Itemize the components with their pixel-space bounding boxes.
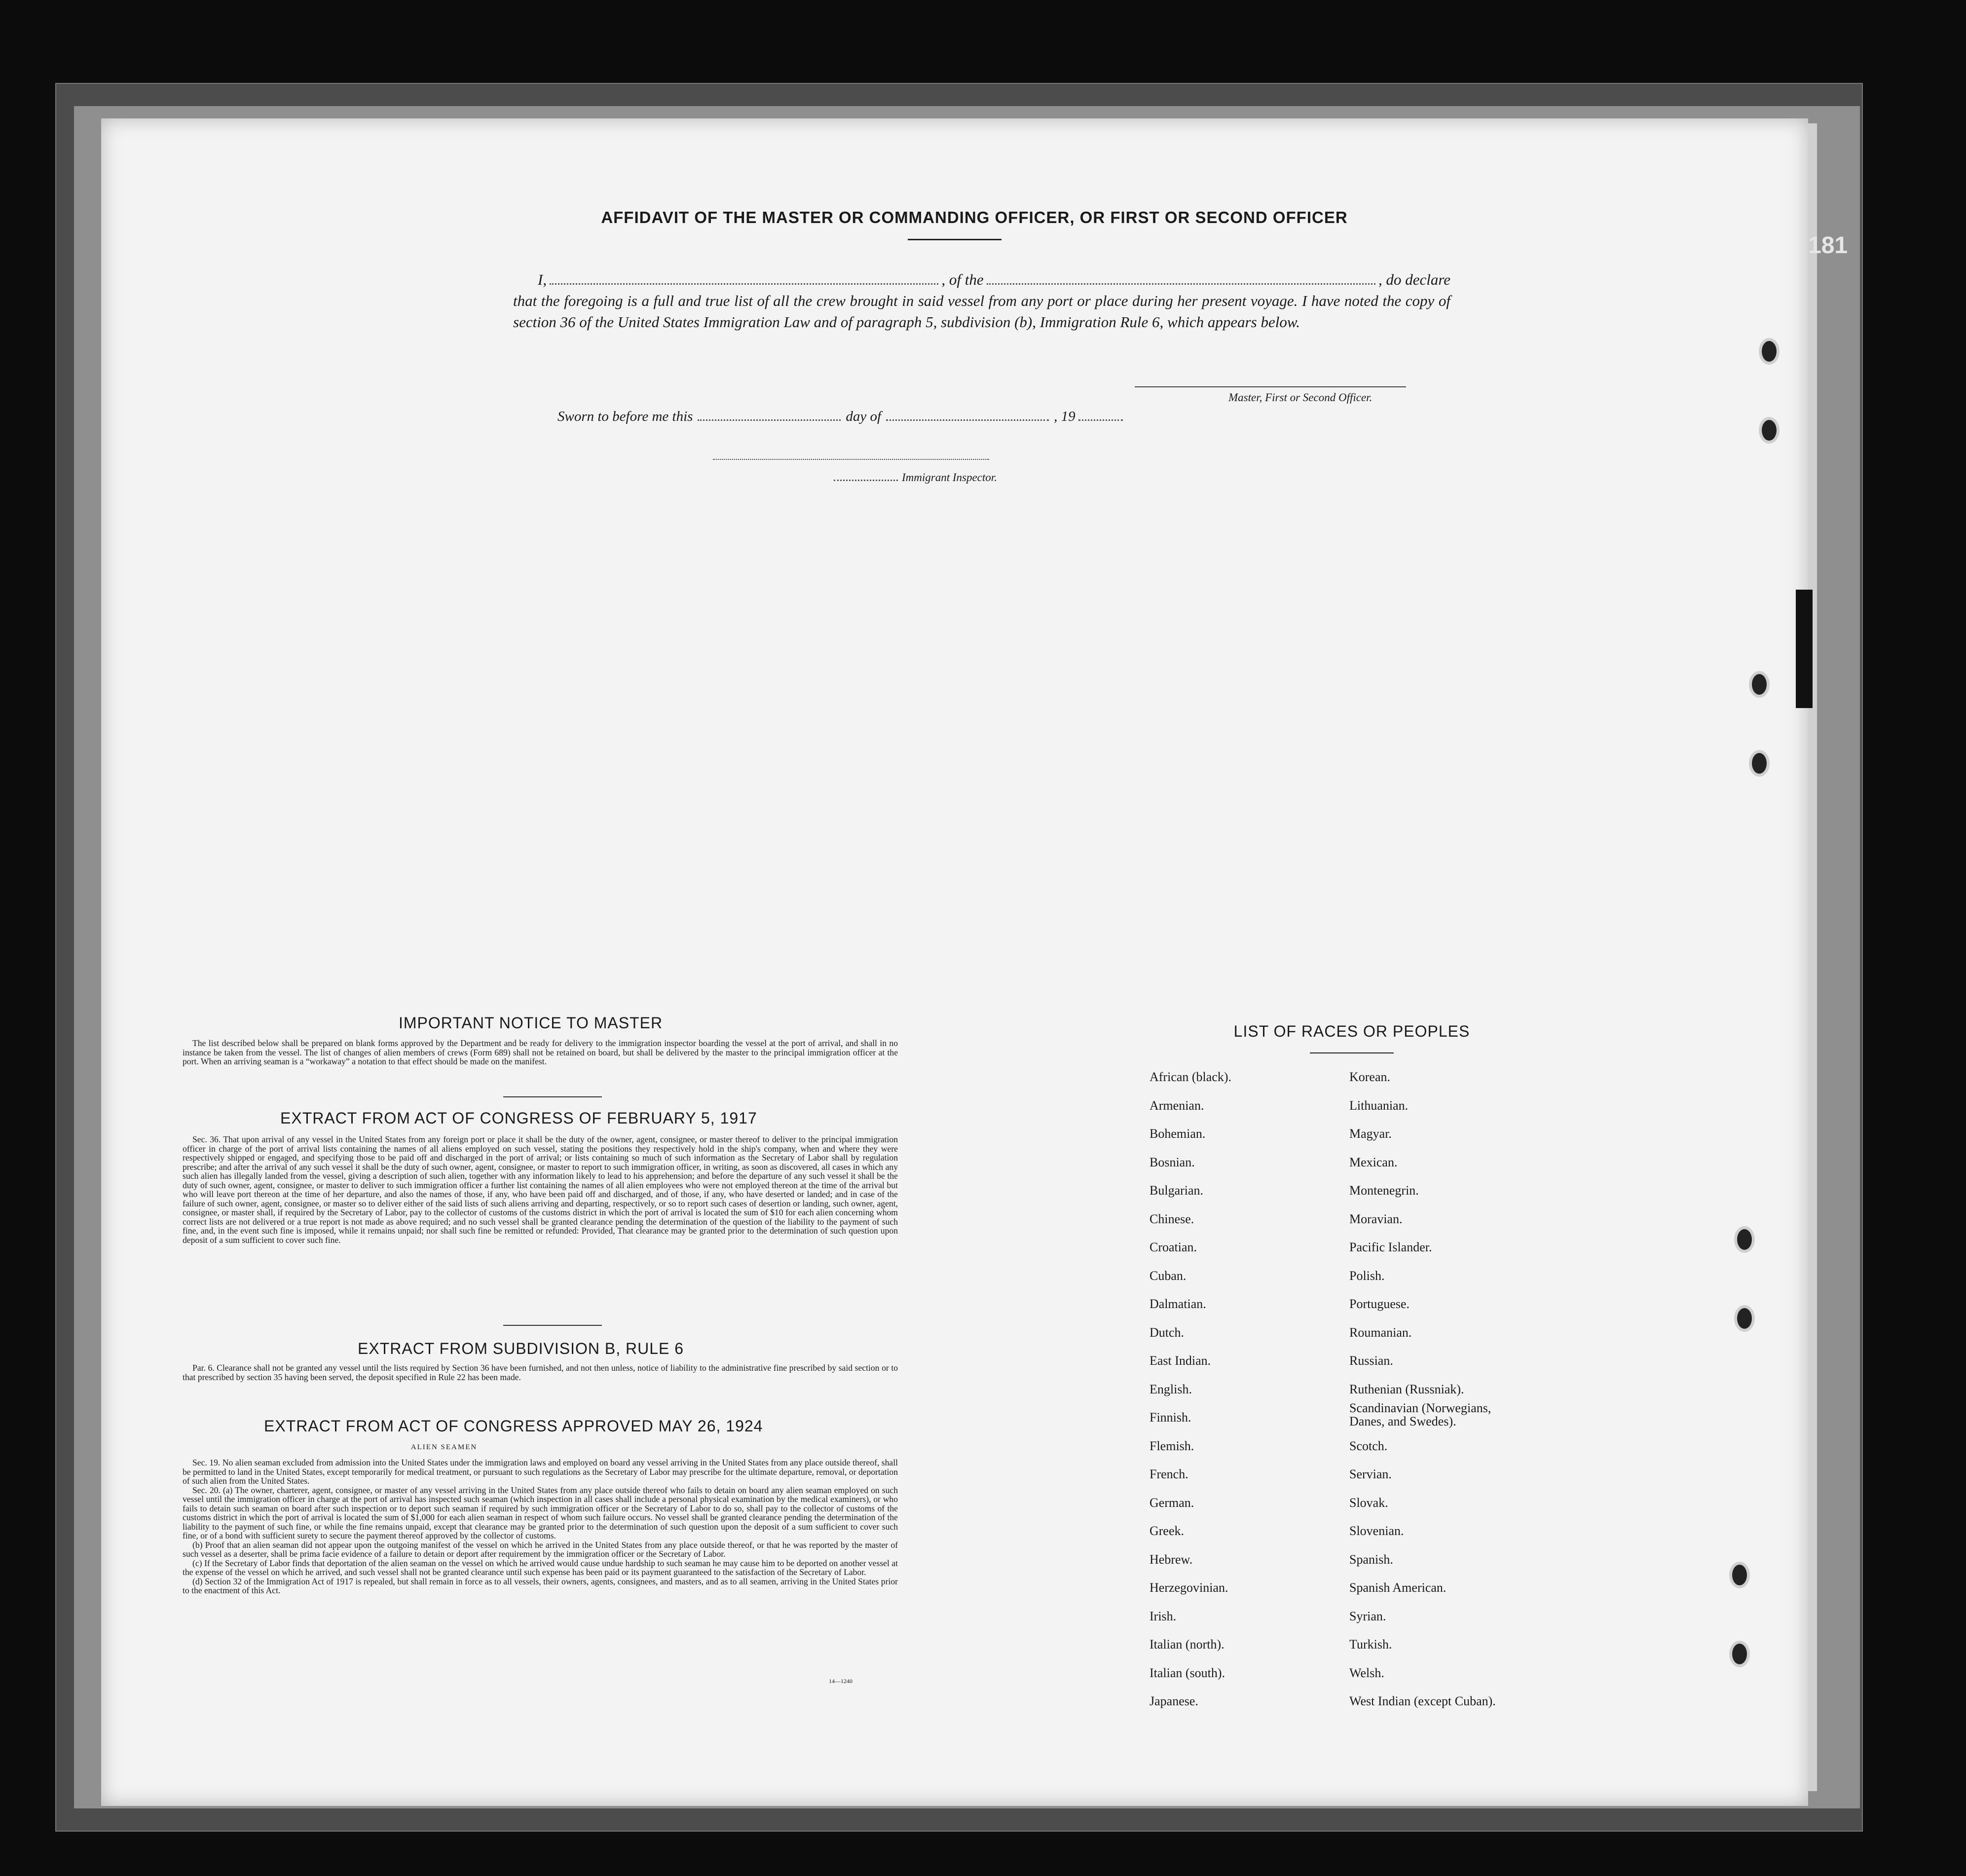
race-item: Finnish. xyxy=(1150,1410,1191,1425)
race-item: East Indian. xyxy=(1150,1353,1211,1368)
race-item: Welsh. xyxy=(1349,1665,1384,1680)
extract-rule6-title: EXTRACT FROM SUBDIVISION B, RULE 6 xyxy=(358,1340,684,1357)
race-item: Dutch. xyxy=(1150,1325,1185,1340)
race-item: Slovak. xyxy=(1349,1495,1388,1510)
signature-line[interactable] xyxy=(1135,386,1406,387)
race-item: German. xyxy=(1150,1495,1194,1510)
race-item: Scotch. xyxy=(1349,1438,1388,1453)
punch-hole xyxy=(1749,750,1770,777)
race-item: Hebrew. xyxy=(1150,1552,1193,1567)
race-item: Japanese. xyxy=(1150,1694,1198,1708)
race-item: Polish. xyxy=(1349,1268,1385,1283)
punch-hole xyxy=(1759,417,1780,444)
affidavit-title: AFFIDAVIT OF THE MASTER OR COMMANDING OFFICER, OR FIRST OR SECOND OFFICER xyxy=(601,208,1348,226)
extract-1917-title: EXTRACT FROM ACT OF CONGRESS OF FEBRUARY 5, 1917 xyxy=(280,1109,757,1127)
punch-hole xyxy=(1729,1562,1750,1588)
extract-1924-text xyxy=(183,1458,898,1595)
sworn-month-field[interactable] xyxy=(886,419,1049,421)
signature-label: Master, First or Second Officer. xyxy=(1228,391,1372,404)
race-item: Magyar. xyxy=(1349,1126,1392,1141)
sworn-day-field[interactable] xyxy=(698,419,841,421)
notice-text xyxy=(183,1039,898,1066)
sec-20d-paragraph: (d) Section 32 of the Immigration Act of 1917 is repealed, but shall remain in force as to all vessels, their owners, agents, consignees, and masters, and as to all seamen, arriving in the United States prior to the enactment of this Act. xyxy=(183,1576,898,1595)
extract-rule6-text xyxy=(183,1363,898,1382)
race-item: Bohemian. xyxy=(1150,1126,1206,1141)
race-item: Flemish. xyxy=(1150,1438,1194,1453)
race-item: Slovenian. xyxy=(1349,1524,1404,1538)
race-item: Servian. xyxy=(1349,1467,1392,1481)
race-item: Lithuanian. xyxy=(1349,1098,1409,1113)
punch-hole xyxy=(1759,338,1780,365)
notice-paragraph: The list described below shall be prepared on blank forms approved by the Department and be ready for delivery to the immigration inspector boarding the vessel at the port of arrival, and shall in no instance be taken from the vessel. The list of changes of alien members of crews (Form 689) shall not be retained on board, but shall be delivered by the master to the principal immigration officer at the port. When an arriving seaman is a “workaway” a notation to that effect should be made on the manifest. xyxy=(183,1038,898,1066)
punch-hole xyxy=(1729,1641,1750,1667)
page-number: 181 xyxy=(1808,232,1848,259)
punch-hole xyxy=(1749,671,1770,698)
race-item: Montenegrin. xyxy=(1349,1183,1419,1198)
inspector-field[interactable] xyxy=(834,480,898,481)
race-item: Moravian. xyxy=(1349,1211,1403,1226)
sworn-line xyxy=(557,409,1123,425)
declaration-line xyxy=(513,269,1450,290)
race-item: Bulgarian. xyxy=(1150,1183,1204,1198)
race-item: Croatian. xyxy=(1150,1240,1197,1254)
par-6-paragraph: Par. 6. Clearance shall not be granted any vessel until the lists required by Section 36 have been furnished, and not then unless, notice of liability to the administrative fine prescribed by said section or to that prescribed by section 35 having been served, the deposit specified in Rule 22 has been made. xyxy=(183,1363,898,1382)
race-item: French. xyxy=(1150,1467,1188,1481)
declaration-text: that the foregoing is a full and true list of all the crew brought in said vessel from any port or place during her present voyage. I have noted the copy of section 36 of the United States Immigration Law and of paragraph 5, subdivision (b), Immigration Rule 6, which appears below. xyxy=(513,292,1450,331)
section-36-paragraph: Sec. 36. That upon arrival of any vessel in the United States from any foreign port or place it shall be the duty of the owner, agent, consignee, or master thereof to deliver to the principal immigration officer in charge of the port of arrival lists containing the names of all aliens employed on such vessel, stating the positions they respectively hold in the ship's company, when and where they were respectively shipped or engaged, and specifying those to be paid off and discharged in the port of arrival; or lists containing so much of such information as the Secretary of Labor shall by regulation prescribe; and after the arrival of any such vessel it shall be the duty of such owner, agent, consignee, or master to report to such immigration officer, in writing, as soon as discovered, all cases in which any such alien has illegally landed from the vessel, giving a description of such alien, together with any information likely to lead to his apprehension; and before the departure of any such vessel it shall be the duty of such owner, agent, consignee, or master to deliver to such immigration officer a further list containing the names of all alien employees who were not employed thereon at the time of the arrival but who will leave port thereon at the time of her departure, and also the names of those, if any, who have been paid off and discharged, and of those, if any, who have deserted or landed; and in case of the failure of such owner, agent, consignee, or master so to deliver either of the said lists of such aliens arriving and departing, respectively, or so to report such cases of desertion or landing, such owner, agent, consignee, or master shall, if required by the Secretary of Labor, pay to the collector of customs of the customs district in which the port of arrival is located the sum of $10 for each alien concerning whom correct lists are not delivered or a true report is not made as above required; and no such vessel shall be granted clearance pending the determination of the question of the liability to the payment of such fine, and, in the event such fine is imposed, while it remains unpaid; nor shall such fine be remitted or refunded: Provided, That clearance may be granted prior to the determination of such question upon deposit of a sum sufficient to cover such fine. xyxy=(183,1134,898,1245)
race-item: Spanish. xyxy=(1349,1552,1393,1567)
sec-19-paragraph: Sec. 19. No alien seaman excluded from admission into the United States under the immigration laws and employed on board any vessel arriving in the United States from any place outside thereof, shall be permitted to land in the United States, except temporarily for medical treatment, or pursuant to such regulations as the Secretary of Labor may prescribe for the ultimate departure, removal, or deportation of such alien from the United States. xyxy=(183,1458,898,1486)
race-item: Mexican. xyxy=(1349,1155,1398,1169)
race-item: Greek. xyxy=(1150,1524,1185,1538)
race-item: Irish. xyxy=(1150,1609,1177,1623)
race-item: Armenian. xyxy=(1150,1098,1204,1113)
notice-title: IMPORTANT NOTICE TO MASTER xyxy=(399,1014,663,1032)
sworn-label: Sworn to before me this xyxy=(557,409,693,424)
race-item: Ruthenian (Russniak). xyxy=(1349,1382,1464,1396)
punch-hole xyxy=(1734,1226,1755,1253)
declaration-of-the: , of the xyxy=(941,271,984,288)
race-item: Bosnian. xyxy=(1150,1155,1195,1169)
divider xyxy=(1310,1052,1394,1053)
race-item: Chinese. xyxy=(1150,1211,1194,1226)
race-item: African (black). xyxy=(1150,1070,1232,1084)
inspector-signature-line[interactable] xyxy=(713,459,989,460)
race-item: Roumanian. xyxy=(1349,1325,1412,1340)
race-item: Italian (south). xyxy=(1150,1665,1225,1680)
sec-20-paragraph: Sec. 20. (a) The owner, charterer, agent, consignee, or master of any vessel arriving in the United States from any place outside thereof who fails to detain on board any alien seaman employed on such vessel until the immigration officer in charge at the port of arrival has inspected such seaman (which inspection in all cases shall include a personal physical examination by the medical examiners), or who fails to detain such seaman on board after such inspection or to deport such seaman if required by such immigration officer or the Secretary of Labor to do so, shall pay to the collector of customs of the customs district in which the port of arrival is located the sum of $1,000 for each alien seaman in respect of whom such failure occurs. No vessel shall be granted clearance pending the determination of the liability to the payment of such fine, or while the fine remains unpaid, except that clearance may be granted prior to the determination of such question upon the deposit of a sum sufficient to cover such fine, or of a bond with sufficient surety to secure the payment thereof approved by the collector of customs. xyxy=(183,1485,898,1540)
inspector-label: Immigrant Inspector. xyxy=(902,471,997,484)
divider xyxy=(908,239,1002,240)
inspector-label-row xyxy=(834,471,997,484)
vessel-field[interactable] xyxy=(987,272,1375,285)
name-field[interactable] xyxy=(550,272,938,285)
sec-20b-paragraph: (b) Proof that an alien seaman did not appear upon the outgoing manifest of the vessel on which he arrived in the United States from any place outside thereof, or that he was reported by the master of such vessel as a deserter, shall be prima facie evidence of a failure to detain or deport after requirement by the immigration officer or the Secretary of Labor. xyxy=(183,1539,898,1559)
alien-seamen-subtitle: ALIEN SEAMEN xyxy=(410,1443,478,1451)
race-item: Cuban. xyxy=(1150,1268,1187,1283)
race-item: West Indian (except Cuban). xyxy=(1349,1694,1496,1708)
divider xyxy=(503,1096,602,1097)
race-item: English. xyxy=(1150,1382,1192,1396)
races-title: LIST OF RACES OR PEOPLES xyxy=(1233,1022,1470,1040)
day-of-label: day of xyxy=(846,409,882,424)
race-item: Turkish. xyxy=(1349,1637,1392,1651)
affidavit-body xyxy=(513,269,1450,333)
race-item: Spanish American. xyxy=(1349,1580,1447,1595)
race-item: Portuguese. xyxy=(1349,1297,1410,1311)
extract-1924-title: EXTRACT FROM ACT OF CONGRESS APPROVED MAY 26, 1924 xyxy=(264,1417,763,1435)
sworn-year-field[interactable] xyxy=(1078,419,1123,421)
declaration-end: , do declare xyxy=(1378,271,1451,288)
race-item: Scandinavian (Norwegians, Danes, and Swedes). xyxy=(1349,1401,1491,1428)
race-item: Russian. xyxy=(1349,1353,1393,1368)
year-prefix: , 19 xyxy=(1054,409,1076,424)
form-code: 14—1240 xyxy=(829,1678,853,1685)
extract-1917-text xyxy=(183,1135,898,1244)
race-item: Dalmatian. xyxy=(1150,1297,1206,1311)
sec-20c-paragraph: (c) If the Secretary of Labor finds that deportation of the alien seaman on the vessel on which he arrived would cause undue hardship to such seaman he may cause him to be deported on another vessel at the expense of the vessel on which he arrived, and such vessel shall not be granted clearance until such expense has been paid or its payment guaranteed to the satisfaction of the Secretary of Labor. xyxy=(183,1558,898,1577)
divider xyxy=(503,1325,602,1326)
race-item: Korean. xyxy=(1349,1070,1391,1084)
punch-hole xyxy=(1734,1305,1755,1332)
race-item: Herzegovinian. xyxy=(1150,1580,1228,1595)
race-item: Syrian. xyxy=(1349,1609,1386,1623)
binding-clip xyxy=(1796,590,1813,708)
races-list xyxy=(1150,1066,1594,1707)
race-item: Pacific Islander. xyxy=(1349,1240,1432,1254)
page-edge xyxy=(1808,123,1817,1791)
race-item: Italian (north). xyxy=(1150,1637,1224,1651)
declaration-i: I, xyxy=(538,271,547,288)
